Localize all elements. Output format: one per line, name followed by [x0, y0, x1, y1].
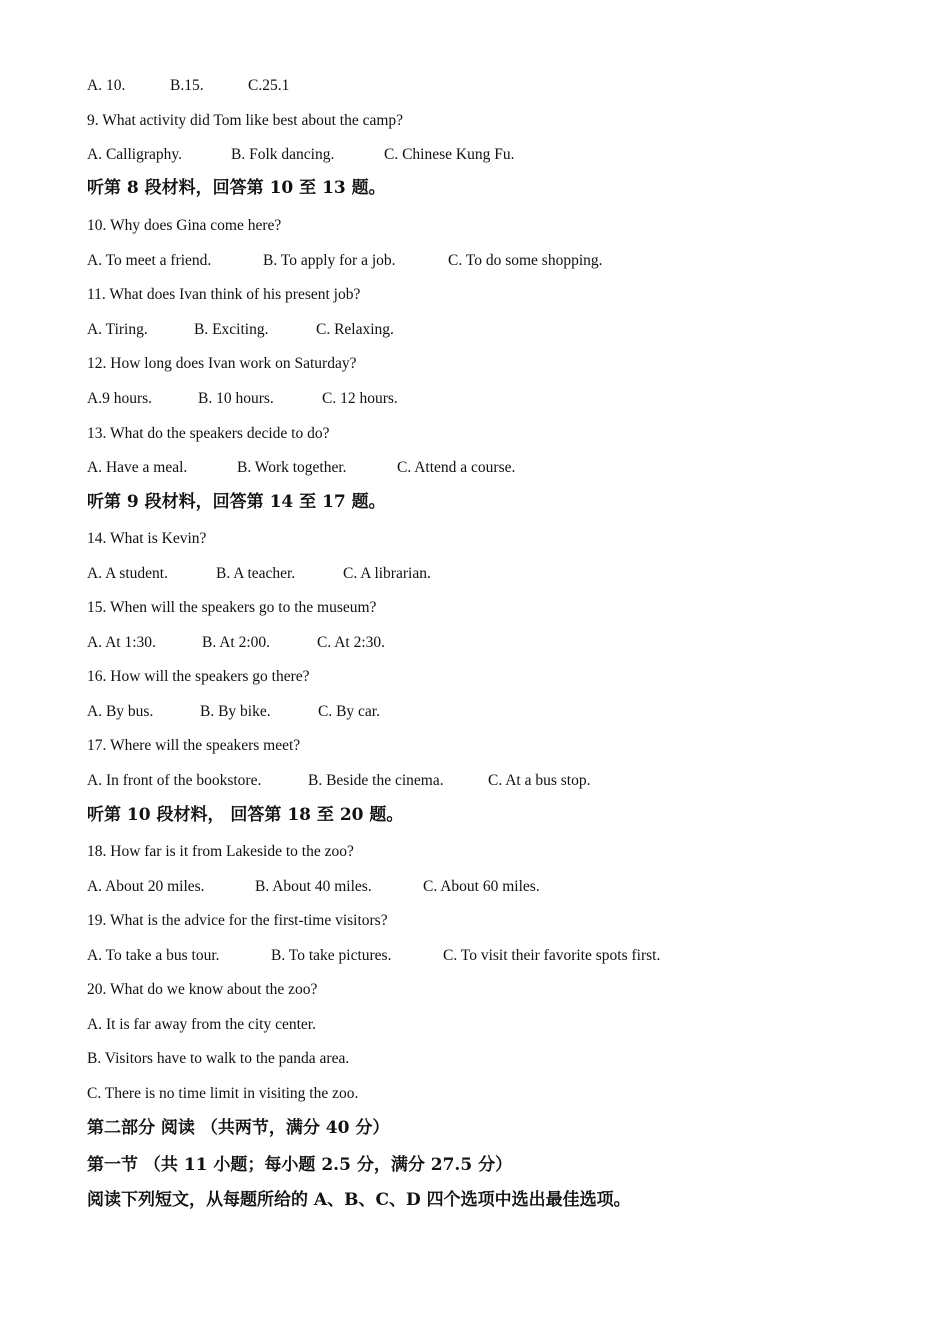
q17-options [87, 771, 590, 791]
q9-question: 9. What activity did Tom like best about the camp? [87, 112, 404, 129]
q16-question: 16. How will the speakers go there? [87, 668, 310, 685]
option-a: A. At 1:30. [87, 634, 156, 651]
q14-question: 14. What is Kevin? [87, 530, 207, 547]
option-a: A. 10. [87, 77, 126, 94]
q20-option-b: B. Visitors have to walk to the panda area. [87, 1050, 350, 1067]
q14-options [87, 564, 431, 584]
section10-heading: 听第 10 段材料， 回答第 18 至 20 题。 [87, 805, 404, 825]
option-b: B. By bike. [200, 703, 271, 720]
option-c: C. By car. [318, 703, 380, 720]
option-a: A. A student. [87, 565, 168, 582]
section1-heading: 第一节 （共 11 小题；每小题 2.5 分，满分 27.5 分） [87, 1155, 513, 1175]
option-c: C. A librarian. [343, 565, 431, 582]
option-c: C. Attend a course. [397, 459, 516, 476]
option-c: C.25.1 [248, 77, 290, 94]
option-a: A. To take a bus tour. [87, 947, 220, 964]
option-b: B. Work together. [237, 459, 347, 476]
option-c: C. To do some shopping. [448, 252, 603, 269]
q18-options [87, 877, 540, 897]
q13-question: 13. What do the speakers decide to do? [87, 425, 330, 442]
q16-options [87, 702, 380, 722]
option-c: C. About 60 miles. [423, 878, 540, 895]
option-a: A.9 hours. [87, 390, 153, 407]
q17-question: 17. Where will the speakers meet? [87, 737, 301, 754]
option-a: A. Tiring. [87, 321, 148, 338]
option-a: A. Calligraphy. [87, 146, 182, 163]
q12-options [87, 389, 398, 409]
q11-question: 11. What does Ivan think of his present job? [87, 286, 361, 303]
q18-question: 18. How far is it from Lakeside to the zoo? [87, 843, 354, 860]
q20-option-a: A. It is far away from the city center. [87, 1016, 316, 1033]
q20-question: 20. What do we know about the zoo? [87, 981, 318, 998]
section8-heading: 听第 8 段材料，回答第 10 至 13 题。 [87, 178, 386, 198]
q13-options [87, 458, 515, 478]
q11-options [87, 320, 394, 340]
option-b: B. 10 hours. [198, 390, 274, 407]
option-a: A. Have a meal. [87, 459, 188, 476]
option-a: A. About 20 miles. [87, 878, 205, 895]
q9-options [87, 145, 514, 165]
q10-options [87, 251, 603, 271]
reading-instruction: 阅读下列短文，从每题所给的 A、B、C、D 四个选项中选出最佳选项。 [87, 1190, 631, 1210]
option-c: C. To visit their favorite spots first. [443, 947, 661, 964]
section9-heading: 听第 9 段材料，回答第 14 至 17 题。 [87, 492, 386, 512]
option-b: B. To take pictures. [271, 947, 392, 964]
part2-heading: 第二部分 阅读 （共两节，满分 40 分） [87, 1118, 390, 1138]
q8-options [87, 76, 289, 96]
option-c: C. At a bus stop. [488, 772, 591, 789]
q10-question: 10. Why does Gina come here? [87, 217, 282, 234]
option-c: C. Relaxing. [316, 321, 394, 338]
q12-question: 12. How long does Ivan work on Saturday? [87, 355, 357, 372]
option-c: C. 12 hours. [322, 390, 398, 407]
option-b: B.15. [170, 77, 204, 94]
option-b: B. Beside the cinema. [308, 772, 444, 789]
option-c: C. Chinese Kung Fu. [384, 146, 515, 163]
q19-question: 19. What is the advice for the first-time visitors? [87, 912, 388, 929]
q20-option-c: C. There is no time limit in visiting the zoo. [87, 1085, 359, 1102]
q15-options [87, 633, 385, 653]
q19-options [87, 946, 660, 966]
option-b: B. Exciting. [194, 321, 269, 338]
option-b: B. A teacher. [216, 565, 296, 582]
option-b: B. At 2:00. [202, 634, 271, 651]
option-a: A. To meet a friend. [87, 252, 212, 269]
option-c: C. At 2:30. [317, 634, 386, 651]
option-a: A. In front of the bookstore. [87, 772, 262, 789]
q15-question: 15. When will the speakers go to the museum? [87, 599, 377, 616]
option-a: A. By bus. [87, 703, 154, 720]
option-b: B. About 40 miles. [255, 878, 372, 895]
option-b: B. To apply for a job. [263, 252, 396, 269]
option-b: B. Folk dancing. [231, 146, 335, 163]
